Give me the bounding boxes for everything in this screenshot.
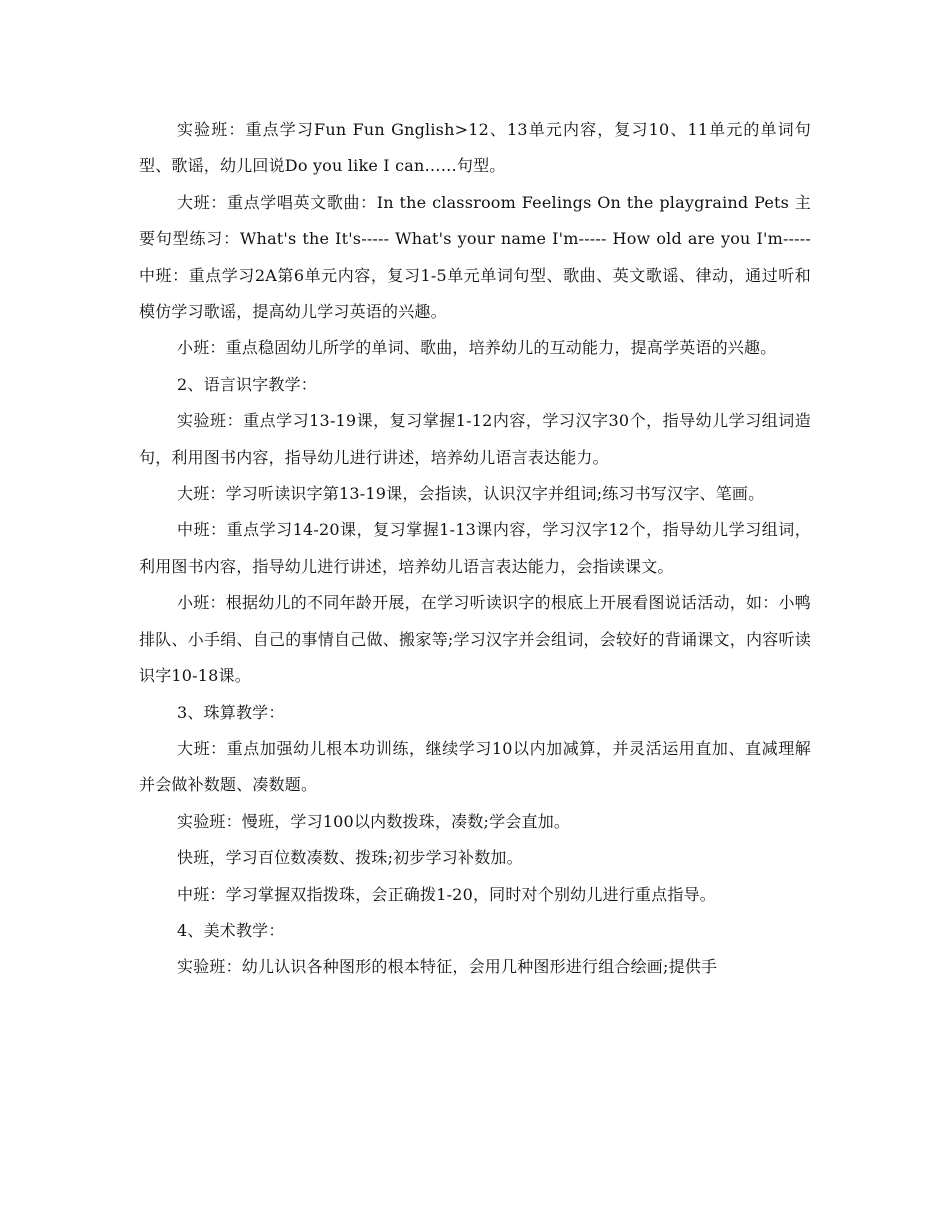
paragraph-literacy-middle: 中班：重点学习14-20课，复习掌握1-13课内容，学习汉字12个，指导幼儿学习组词，利用图书内容，指导幼儿进行讲述，培养幼儿语言表达能力，会指读课文。 xyxy=(139,520,811,576)
section-heading-literacy: 2、语言识字教学： xyxy=(177,374,317,394)
paragraph-literacy-experimental: 实验班：重点学习13-19课，复习掌握1-12内容，学习汉字30个，指导幼儿学习组词造句，利用图书内容，指导幼儿进行讲述，培养幼儿语言表达能力。 xyxy=(139,411,811,467)
document-body xyxy=(139,112,811,986)
paragraph-abacus-senior: 大班：重点加强幼儿根本功训练，继续学习10以内加减算，并灵活运用直加、直减理解并会做补数题、凑数题。 xyxy=(139,738,811,795)
paragraph-english-junior: 小班：重点稳固幼儿所学的单词、歌曲，培养幼儿的互动能力，提高学英语的兴趣。 xyxy=(177,338,777,358)
paragraph-literacy-senior: 大班：学习听读识字第13-19课，会指读，认识汉字并组词;练习书写汉字、笔画。 xyxy=(177,484,765,504)
paragraph-literacy-junior: 小班：根据幼儿的不同年龄开展，在学习听读识字的根底上开展看图说话活动，如：小鸭排队、小手绢、自己的事情自己做、搬家等;学习汉字并会组词，会较好的背诵课文，内容听读识字10-18课。 xyxy=(139,593,811,686)
paragraph-abacus-middle: 中班：学习掌握双指拨珠，会正确拨1-20，同时对个别幼儿进行重点指导。 xyxy=(177,884,716,904)
paragraph-art-experimental: 实验班：幼儿认识各种图形的根本特征，会用几种图形进行组合绘画;提供手 xyxy=(177,957,718,977)
paragraph-abacus-fast: 快班，学习百位数凑数、拨珠;初步学习补数加。 xyxy=(177,848,523,868)
section-heading-art: 4、美术教学： xyxy=(177,920,285,940)
paragraph-english-experimental: 实验班：重点学习Fun Fun Gnglish>12、13单元内容，复习10、11单元的单词句型、歌谣，幼儿回说Do you like I can……句型。 xyxy=(139,120,811,176)
section-heading-abacus: 3、珠算教学： xyxy=(177,702,285,722)
paragraph-abacus-experimental-slow: 实验班：慢班，学习100以内数拨珠，凑数;学会直加。 xyxy=(177,811,571,831)
paragraph-english-senior-middle: 大班：重点学唱英文歌曲：In the classroom Feelings On the playgraind Pets 主要句型练习：What's the It's----- What's your name I'm----- How old are you I'm-----中班：重点学习2A第6单元内容，复习1-5单元单词句型、歌曲、英文歌谣、律动，通过听和模仿学习歌谣，提高幼儿学习英语的兴趣。 xyxy=(139,192,811,322)
